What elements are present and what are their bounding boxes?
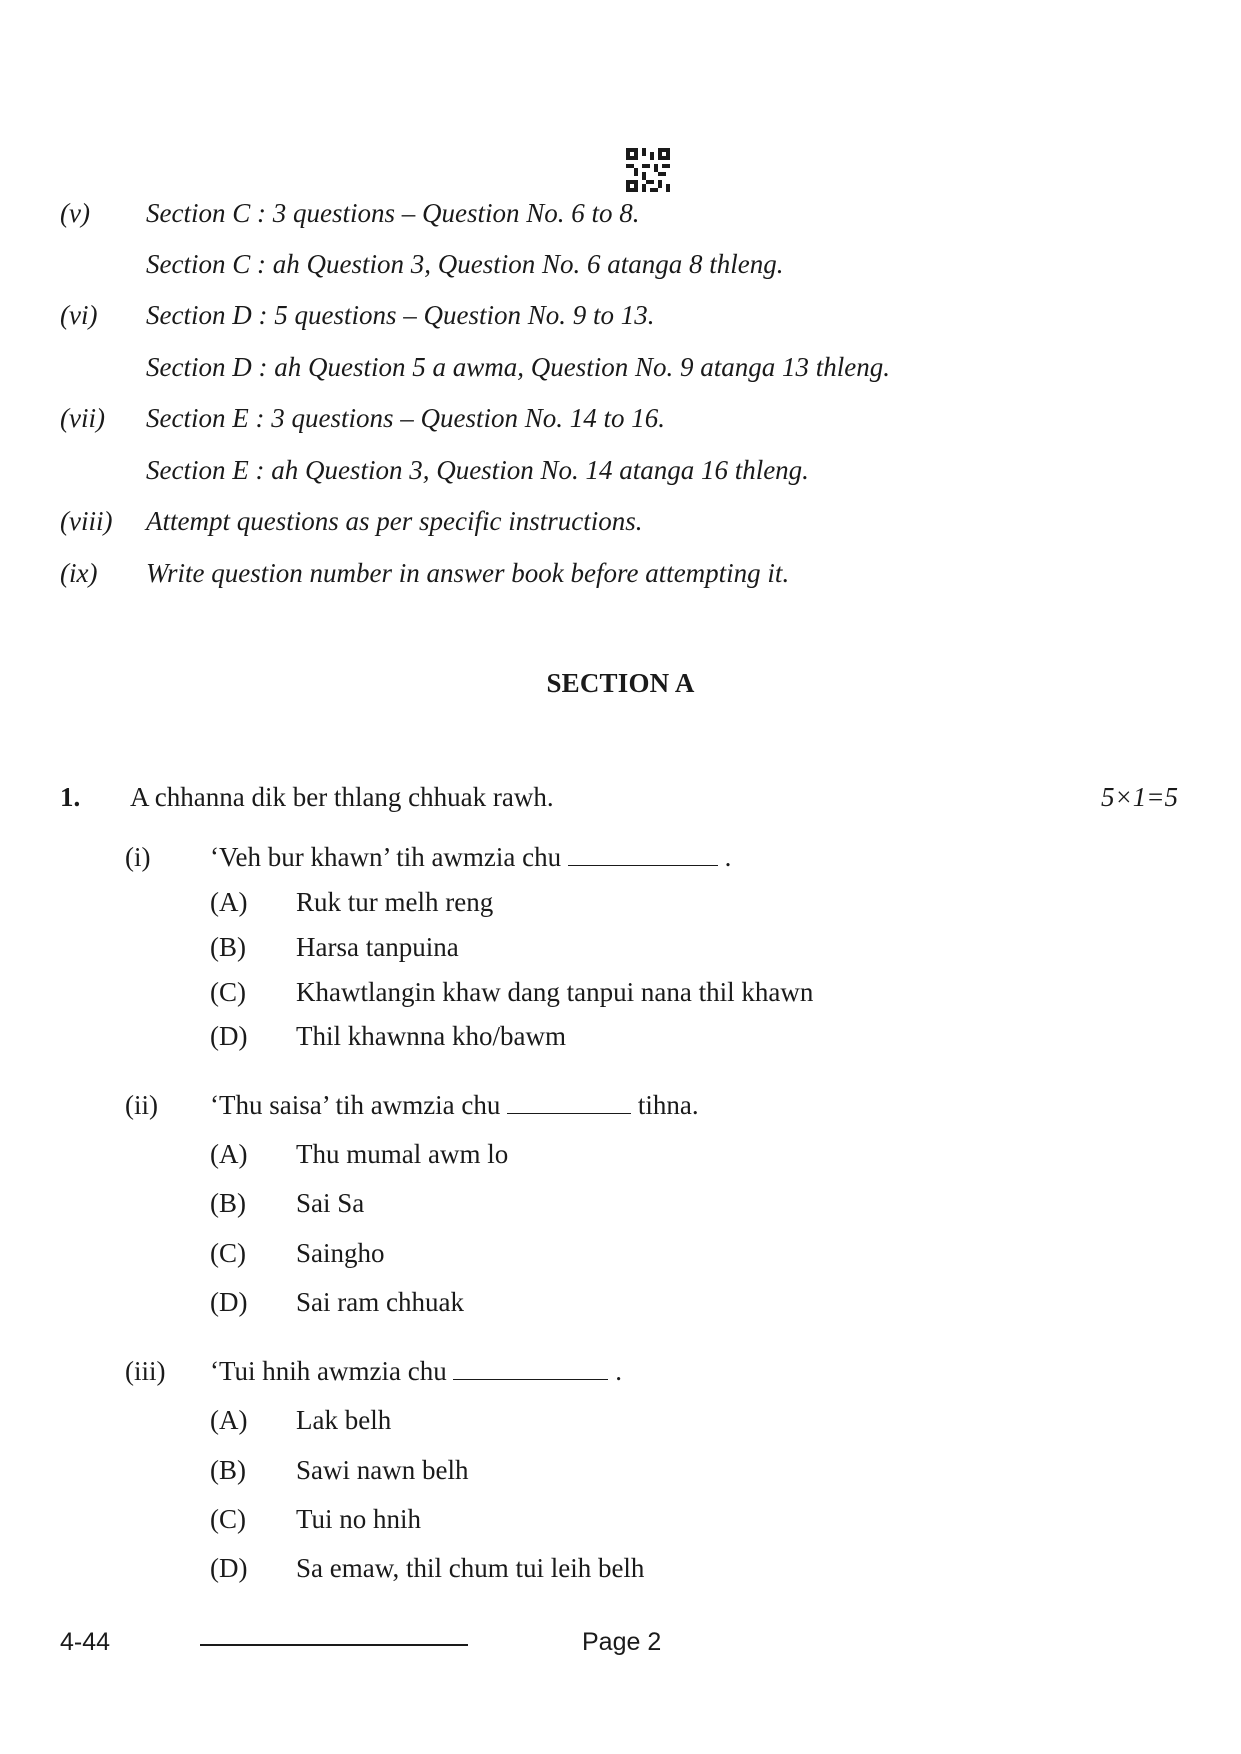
footer-divider — [200, 1644, 468, 1646]
option-letter: (C) — [210, 977, 246, 1007]
option-text: Sai ram chhuak — [296, 1287, 464, 1317]
instruction-text: Section C : ah Question 3, Question No. 6 atanga 8 thleng. — [146, 249, 784, 279]
paper-code: 4-44 — [60, 1628, 111, 1656]
sub-question-suffix: . — [615, 1356, 622, 1386]
option-text: Lak belh — [296, 1405, 392, 1435]
sub-question-suffix: tihna. — [637, 1090, 699, 1120]
option-letter: (D) — [210, 1287, 248, 1317]
option-text: Thil khawnna kho/bawm — [296, 1021, 566, 1051]
instruction-text: Section E : 3 questions – Question No. 14 to 16. — [146, 403, 665, 433]
option-text: Thu mumal awm lo — [296, 1139, 509, 1169]
sub-question-number: (i) — [125, 842, 151, 872]
sub-question-prefix: ‘Thu saisa’ tih awmzia chu — [210, 1090, 501, 1120]
option-text: Saingho — [296, 1238, 385, 1268]
answer-blank — [568, 861, 718, 866]
answer-blank — [507, 1109, 631, 1114]
sub-question-prefix: ‘Tui hnih awmzia chu — [210, 1356, 447, 1386]
sub-question-text — [210, 1090, 699, 1121]
instruction-number: (v) — [60, 198, 90, 228]
page-number: Page 2 — [582, 1628, 662, 1656]
instruction-number: (vii) — [60, 403, 105, 433]
option-letter: (C) — [210, 1238, 246, 1268]
option-text: Sa emaw, thil chum tui leih belh — [296, 1553, 645, 1583]
option-letter: (B) — [210, 1455, 246, 1485]
option-text: Harsa tanpuina — [296, 932, 459, 962]
option-letter: (B) — [210, 1188, 246, 1218]
sub-question-number: (ii) — [125, 1090, 158, 1120]
instruction-text: Section D : ah Question 5 a awma, Question No. 9 atanga 13 thleng. — [146, 352, 890, 382]
sub-question-text — [210, 1356, 622, 1387]
instruction-number: (viii) — [60, 506, 113, 536]
option-text: Sawi nawn belh — [296, 1455, 469, 1485]
option-letter: (A) — [210, 1405, 248, 1435]
option-letter: (A) — [210, 887, 248, 917]
instruction-text: Write question number in answer book before attempting it. — [146, 558, 790, 588]
instruction-text: Section C : 3 questions – Question No. 6 to 8. — [146, 198, 640, 228]
instruction-text: Attempt questions as per specific instructions. — [146, 506, 643, 536]
sub-question-suffix: . — [724, 842, 732, 872]
option-text: Tui no hnih — [296, 1504, 422, 1534]
option-letter: (D) — [210, 1553, 248, 1583]
qr-code-icon — [626, 148, 670, 192]
option-text: Sai Sa — [296, 1188, 365, 1218]
option-letter: (C) — [210, 1504, 246, 1534]
instruction-text: Section D : 5 questions – Question No. 9 to 13. — [146, 300, 655, 330]
option-letter: (B) — [210, 932, 246, 962]
instruction-text: Section E : ah Question 3, Question No. 14 atanga 16 thleng. — [146, 455, 809, 485]
answer-blank — [453, 1375, 608, 1380]
instruction-number: (vi) — [60, 300, 98, 330]
option-text: Khawtlangin khaw dang tanpui nana thil khawn — [296, 977, 814, 1007]
question-number: 1. — [60, 782, 81, 812]
question-marks: 5×1=5 — [1101, 782, 1178, 812]
sub-question-prefix: ‘Veh bur khawn’ tih awmzia chu — [210, 842, 562, 872]
option-letter: (A) — [210, 1139, 248, 1169]
option-letter: (D) — [210, 1021, 248, 1051]
option-text: Ruk tur melh reng — [296, 887, 494, 917]
question-text: A chhanna dik ber thlang chhuak rawh. — [130, 782, 554, 812]
sub-question-number: (iii) — [125, 1356, 166, 1386]
instruction-number: (ix) — [60, 558, 98, 588]
sub-question-text — [210, 842, 731, 873]
section-title: SECTION A — [546, 668, 695, 698]
